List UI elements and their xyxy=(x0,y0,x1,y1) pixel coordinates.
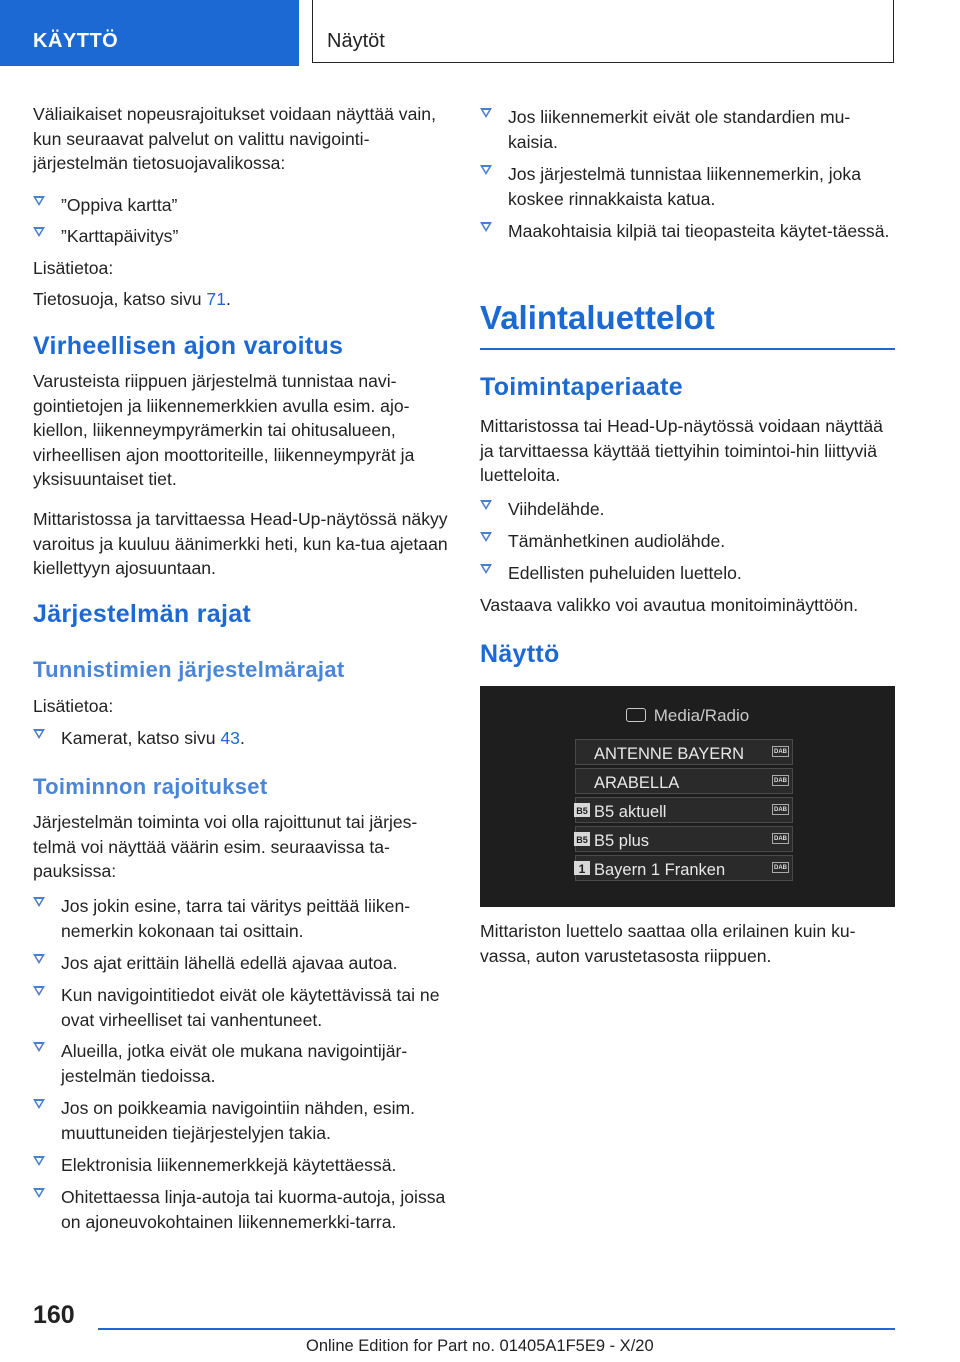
list-item: ANTENNE BAYERN DAB xyxy=(575,739,793,765)
bullet-triangle-icon xyxy=(33,954,45,964)
bullet-triangle-icon xyxy=(33,227,45,237)
bullet-triangle-icon xyxy=(480,564,492,574)
list-item: Elektronisia liikennemerkkejä käytettäessä. xyxy=(33,1153,451,1178)
list-item: Kamerat, katso sivu 43. xyxy=(33,726,451,751)
list-item: B5 B5 plus DAB xyxy=(575,826,793,852)
function-limits-heading: Toiminnon rajoitukset xyxy=(33,774,268,799)
screen-title: Media/Radio xyxy=(480,704,895,729)
section-tab xyxy=(312,0,894,63)
principle-heading: Toimintaperiaate xyxy=(480,373,683,401)
dab-badge: DAB xyxy=(772,775,789,786)
svg-text:B5: B5 xyxy=(576,806,588,816)
bullet-triangle-icon xyxy=(33,986,45,996)
media-radio-screenshot xyxy=(480,686,895,907)
list-item: ”Oppiva kartta” xyxy=(33,193,451,218)
list-item: B5 B5 aktuell DAB xyxy=(575,797,793,823)
list-item: Maakohtaisia kilpiä tai tieopasteita käytet-täessä. xyxy=(480,219,895,244)
bullet-triangle-icon xyxy=(33,1042,45,1052)
footer-edition: Online Edition for Part no. 01405A1F5E9 - X/20 xyxy=(306,1337,654,1355)
page-link-43[interactable]: 43 xyxy=(220,728,240,748)
list-item: ”Karttapäivitys” xyxy=(33,224,451,249)
svg-text:B5: B5 xyxy=(576,835,588,845)
selection-lists-heading: Valintaluettelot xyxy=(480,299,715,336)
bullet-triangle-icon xyxy=(33,897,45,907)
list-item: ARABELLA DAB xyxy=(575,768,793,794)
wrongway-paragraph-1: Varusteista riippuen järjestelmä tunnistaa navi-gointietojen ja liikennemerkkien avulla esim. ajo-kiellon, liikenneympyrämerkin tai ohitusalueen, virheellisen ajon moottoriteille, liikenneympyrät ja yksisuuntaiset tiet. xyxy=(33,371,415,489)
station-logo-icon xyxy=(574,802,590,818)
media-radio-icon xyxy=(626,708,646,722)
bullet-triangle-icon xyxy=(480,165,492,175)
more-info-label: Lisätietoa: xyxy=(33,696,114,716)
station-logo-icon xyxy=(574,860,590,876)
list-item: Alueilla, jotka eivät ole mukana navigointijär-jestelmän tiedoissa. xyxy=(33,1039,451,1088)
list-item: Kun navigointitiedot eivät ole käytettävissä tai ne ovat virheelliset tai vanhentuneet. xyxy=(33,983,451,1032)
section-label: Näytöt xyxy=(327,30,385,52)
display-heading: Näyttö xyxy=(480,640,560,668)
bullet-triangle-icon xyxy=(480,500,492,510)
station-logo-icon xyxy=(574,831,590,847)
intro-paragraph: Väliaikaiset nopeusrajoitukset voidaan näyttää vain, kun seuraavat palvelut on valittu navigointi-järjestelmän tietosuojavalikossa: xyxy=(33,104,436,173)
bullet-triangle-icon xyxy=(33,1188,45,1198)
list-item: Jos liikennemerkit eivät ole standardien mu-kaisia. xyxy=(480,105,895,154)
principle-paragraph: Mittaristossa tai Head-Up-näytössä voidaan näyttää ja tarvittaessa käyttää tiettyihin toimintoi-hin liittyviä luetteloita. xyxy=(480,416,883,485)
dab-badge: DAB xyxy=(772,862,789,873)
bullet-triangle-icon xyxy=(480,108,492,118)
chapter-tab xyxy=(0,0,299,66)
function-intro: Järjestelmän toiminta voi olla rajoittunut tai järjes-telmä voi näyttää väärin esim. seuraavissa ta-pauksissa: xyxy=(33,812,418,881)
bullet-triangle-icon xyxy=(33,1099,45,1109)
list-item: Jos on poikkeamia navigointiin nähden, esim. muuttuneiden tiejärjestelyjen takia. xyxy=(33,1096,451,1145)
privacy-reference: Tietosuoja, katso sivu 71. xyxy=(33,289,231,309)
list-item: Jos järjestelmä tunnistaa liikennemerkin, joka koskee rinnakkaista katua. xyxy=(480,162,895,211)
list-item: Edellisten puheluiden luettelo. xyxy=(480,561,895,586)
principle-end: Vastaava valikko voi avautua monitoiminäyttöön. xyxy=(480,595,859,615)
screen-caption: Mittariston luettelo saattaa olla erilainen kuin ku-vassa, auton varustetasosta riippuen. xyxy=(480,921,856,966)
list-item: Tämänhetkinen audiolähde. xyxy=(480,529,895,554)
wrongway-heading: Virheellisen ajon varoitus xyxy=(33,332,344,360)
dab-badge: DAB xyxy=(772,746,789,757)
bullet-triangle-icon xyxy=(33,729,45,739)
wrongway-paragraph-2: Mittaristossa ja tarvittaessa Head-Up-näytössä näkyy varoitus ja kuuluu äänimerkki heti, kun ka-tua ajetaan kiellettyyn ajosuuntaan. xyxy=(33,509,448,578)
bullet-triangle-icon xyxy=(480,222,492,232)
list-item: Ohitettaessa linja-autoja tai kuorma-autoja, joissa on ajoneuvokohtainen liikennemerkki-tarra. xyxy=(33,1185,451,1234)
svg-text:1: 1 xyxy=(578,862,586,876)
page-number: 160 xyxy=(33,1301,75,1329)
bullet-triangle-icon xyxy=(480,532,492,542)
list-item: Jos ajat erittäin lähellä edellä ajavaa autoa. xyxy=(33,951,451,976)
list-item: 1 Bayern 1 Franken DAB xyxy=(575,855,793,881)
limits-heading: Järjestelmän rajat xyxy=(33,600,252,628)
page-link-71[interactable]: 71 xyxy=(206,289,226,309)
chapter-label: KÄYTTÖ xyxy=(33,30,119,52)
sensor-limits-heading: Tunnistimien järjestelmärajat xyxy=(33,657,345,682)
footer-rule xyxy=(98,1328,895,1330)
dab-badge: DAB xyxy=(772,833,789,844)
heading-rule xyxy=(480,348,895,350)
bullet-triangle-icon xyxy=(33,196,45,206)
list-item: Viihdelähde. xyxy=(480,497,895,522)
dab-badge: DAB xyxy=(772,804,789,815)
more-info-label: Lisätietoa: xyxy=(33,258,114,278)
bullet-triangle-icon xyxy=(33,1156,45,1166)
list-item: Jos jokin esine, tarra tai väritys peittää liiken-nemerkin kokonaan tai osittain. xyxy=(33,894,451,943)
